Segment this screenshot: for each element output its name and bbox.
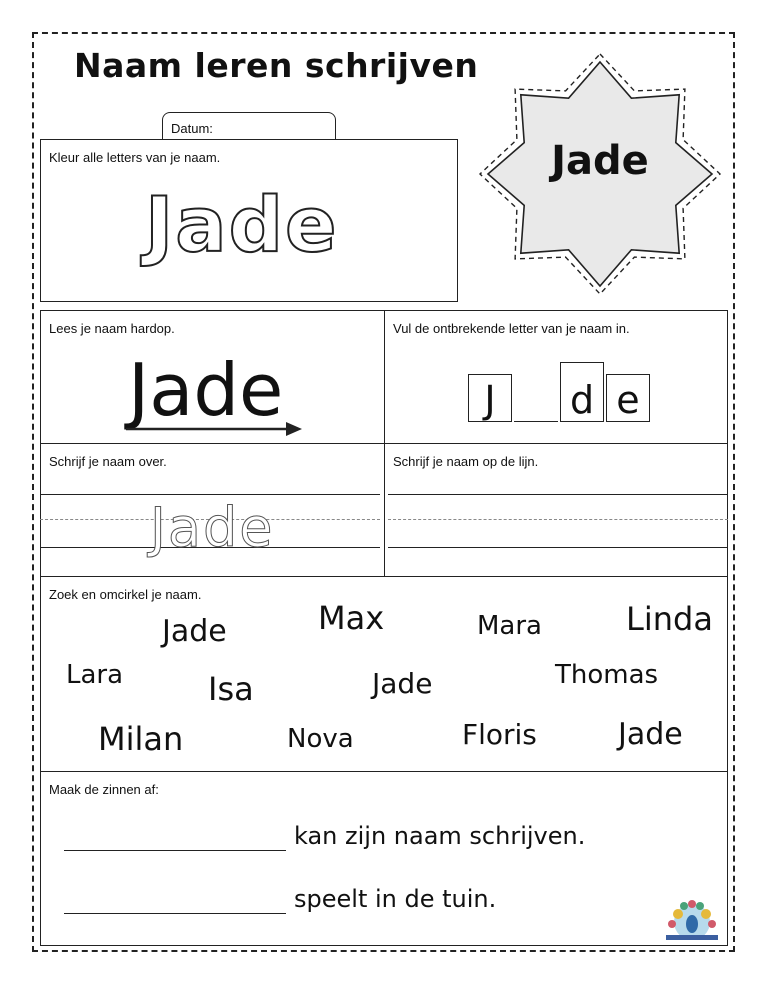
word-linda[interactable]: Linda <box>626 600 713 638</box>
write-top-line[interactable] <box>388 494 728 495</box>
word-mara[interactable]: Mara <box>477 611 542 641</box>
letter-box-4: e <box>606 374 650 422</box>
word-jade[interactable]: Jade <box>618 717 683 752</box>
star-name: Jade <box>551 138 649 184</box>
word-jade[interactable]: Jade <box>372 667 433 700</box>
word-milan[interactable]: Milan <box>98 720 184 758</box>
read-aloud-instruction: Lees je naam hardop. <box>49 321 175 336</box>
sentences-instruction: Maak de zinnen af: <box>49 782 159 797</box>
write-line-instruction: Schrijf je naam op de lijn. <box>393 454 539 469</box>
sentence-blank-2[interactable] <box>64 913 286 914</box>
trace-instruction: Schrijf je naam over. <box>49 454 167 469</box>
letter-box-1: J <box>468 374 512 422</box>
sentences-section <box>40 771 728 946</box>
arrow-right-icon <box>126 419 304 439</box>
write-base-line[interactable] <box>388 547 728 548</box>
word-floris[interactable]: Floris <box>462 718 537 751</box>
missing-letter-instruction: Vul de ontbrekende letter van je naam in. <box>393 321 630 336</box>
sentence-text-2: speelt in de tuin. <box>294 885 497 913</box>
letter-box-2-blank[interactable] <box>514 374 558 422</box>
letter-box-3: d <box>560 362 604 422</box>
write-line-section <box>384 443 728 577</box>
color-letters-instruction: Kleur alle letters van je naam. <box>49 150 221 165</box>
peacock-logo-icon <box>660 896 724 942</box>
word-jade[interactable]: Jade <box>162 614 227 649</box>
trace-name[interactable]: Jade <box>150 496 275 559</box>
write-mid-line <box>388 519 728 520</box>
read-aloud-name: Jade <box>128 348 284 432</box>
word-isa[interactable]: Isa <box>208 670 254 708</box>
sentence-text-1: kan zijn naam schrijven. <box>294 822 586 850</box>
word-nova[interactable]: Nova <box>287 724 354 754</box>
word-thomas[interactable]: Thomas <box>555 660 659 690</box>
outline-name[interactable]: Jade <box>145 180 339 269</box>
word-max[interactable]: Max <box>318 599 385 637</box>
word-lara[interactable]: Lara <box>66 660 124 690</box>
find-circle-instruction: Zoek en omcirkel je naam. <box>49 587 202 602</box>
date-label: Datum: <box>171 121 213 136</box>
sentence-blank-1[interactable] <box>64 850 286 851</box>
worksheet-title: Naam leren schrijven <box>74 46 479 85</box>
trace-top-line <box>40 494 380 495</box>
